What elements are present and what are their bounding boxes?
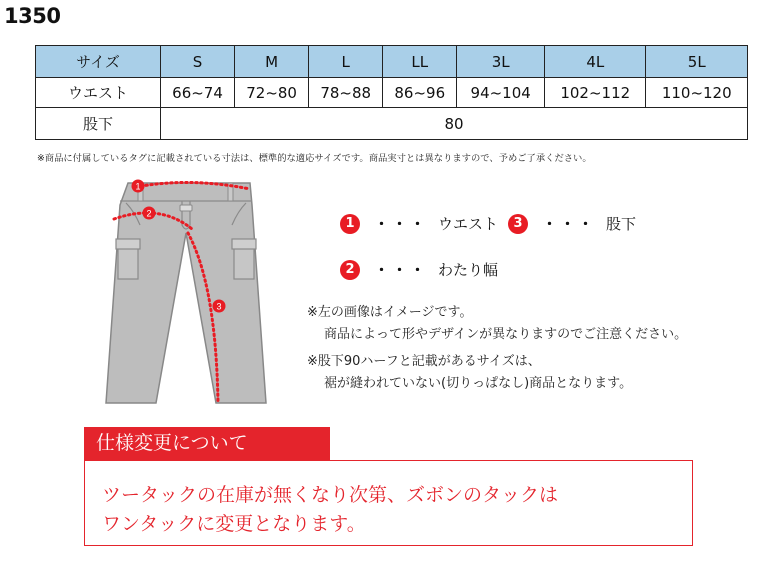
waist-label: ウエスト [36, 78, 161, 108]
cargo-pocket-left [118, 245, 138, 279]
size-header-m: M [235, 46, 309, 78]
legend-waist [340, 213, 498, 234]
spec-change-line-1: ツータックの在庫が無くなり次第、ズボンのタックは [102, 484, 559, 506]
legend-label-inseam: 股下 [606, 215, 637, 233]
inseam-row [36, 108, 748, 140]
spec-change-line-2: ワンタックに変更となります。 [102, 513, 366, 535]
legend-inseam [508, 213, 636, 234]
waist-value-ll: 86~96 [383, 78, 457, 108]
svg-text:3: 3 [216, 301, 222, 312]
legend-dots: ・・・ [374, 215, 429, 233]
svg-text:2: 2 [146, 208, 152, 219]
waist-value-l: 78~88 [309, 78, 383, 108]
marker-1 [132, 180, 145, 193]
waist-value-5l: 110~120 [646, 78, 748, 108]
remark-line-3: ※股下90ハーフと記載があるサイズは、 [307, 354, 541, 369]
size-header-4l: 4L [545, 46, 646, 78]
cargo-flap-left [116, 239, 140, 249]
button-tab [180, 205, 192, 211]
marker-3 [213, 300, 226, 313]
waist-value-m: 72~80 [235, 78, 309, 108]
cargo-pocket-right [234, 245, 254, 279]
waist-value-4l: 102~112 [545, 78, 646, 108]
pants-diagram [100, 175, 268, 407]
cargo-flap-right [232, 239, 256, 249]
waist-value-s: 66~74 [161, 78, 235, 108]
marker-2 [143, 207, 156, 220]
legend-badge-1: 1 [340, 214, 360, 234]
remark-line-2: 商品によって形やデザインが異なりますのでご注意ください。 [324, 327, 688, 342]
product-code: 1350 [4, 4, 61, 28]
legend-badge-2: 2 [340, 260, 360, 280]
size-header-s: S [161, 46, 235, 78]
legend-dots: ・・・ [374, 261, 429, 279]
inseam-value: 80 [161, 108, 748, 140]
table-note: ※商品に付属しているタグに記載されている寸法は、標準的な適応サイズです。商品実寸とは異なりますので、予めご了承ください。 [37, 153, 592, 164]
size-header-l: L [309, 46, 383, 78]
size-table [35, 45, 748, 140]
size-header-label: サイズ [36, 46, 161, 78]
waist-value-3l: 94~104 [457, 78, 545, 108]
remark-line-4: 裾が縫われていない(切りっぱなし)商品となります。 [324, 376, 633, 391]
inseam-label: 股下 [36, 108, 161, 140]
size-header-5l: 5L [646, 46, 748, 78]
waist-row [36, 78, 748, 108]
size-header-ll: LL [383, 46, 457, 78]
legend-badge-3: 3 [508, 214, 528, 234]
legend-dots: ・・・ [542, 215, 597, 233]
spec-change-title: 仕様変更について [84, 427, 330, 460]
size-header-3l: 3L [457, 46, 545, 78]
svg-text:1: 1 [135, 181, 141, 192]
legend-label-thigh: わたり幅 [438, 261, 499, 279]
size-header-row [36, 46, 748, 78]
legend-thigh [340, 259, 498, 280]
legend-label-waist: ウエスト [438, 215, 499, 233]
remark-line-1: ※左の画像はイメージです。 [307, 305, 473, 320]
